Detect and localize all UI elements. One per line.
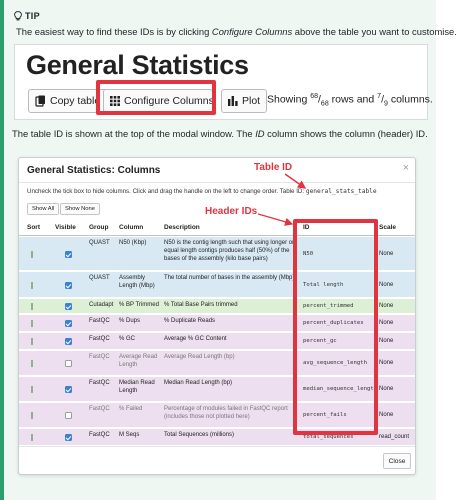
scale-cell: None [379,320,394,326]
column-name-cell: Assembly Length (Mbp) [119,275,155,289]
plot-button[interactable]: Plot [221,89,267,113]
drag-handle-icon[interactable] [31,320,33,327]
configure-columns-button[interactable]: Configure Columns [103,89,213,113]
copy-table-button[interactable]: Copy table [28,89,107,113]
visible-checkbox[interactable] [65,251,72,258]
header-id[interactable]: ID [303,224,310,231]
group-cell: FastQC [89,336,110,342]
description-cell: Average Read Length (bp) [164,354,235,360]
group-cell: FastQC [89,432,110,438]
column-name-cell: % Failed [119,406,143,412]
header-visible[interactable]: Visible [55,224,76,231]
group-cell: FastQC [89,380,110,386]
header-sort[interactable]: Sort [27,224,40,231]
group-cell: FastQC [89,406,110,412]
column-name-cell: % GC [119,336,136,342]
description-cell: Percentage of modules failed in FastQC report (includes those not plotted here) [164,406,288,420]
scale-cell: None [379,412,394,418]
description-cell: The total number of bases in the assembly (Mbp). [164,275,297,281]
header-ids-annotation: Header IDs [205,206,258,217]
tip-text: The easiest way to find these IDs is by clicking Configure Columns above the table you want to customise. [16,26,457,37]
description-cell: % Duplicate Reads [164,318,216,324]
modal-header-divider [19,182,415,183]
page-title: General Statistics [26,50,249,80]
scale-cell: None [379,282,394,288]
column-name-cell: Median Read Length [119,380,155,394]
show-none-button[interactable]: Show None [60,203,100,215]
visible-checkbox[interactable] [65,412,72,419]
id-cell: total_sequences [303,434,354,440]
drag-handle-icon[interactable] [31,338,33,345]
tip-label: TIP [25,11,40,21]
id-cell: percent_fails [303,412,347,418]
modal-footer-divider [19,446,415,447]
visible-checkbox[interactable] [65,360,72,367]
close-button[interactable]: Close [383,453,411,469]
drag-handle-icon[interactable] [31,386,33,393]
id-cell: avg_sequence_length [303,360,367,366]
column-name-cell: Average Read Length [119,354,158,368]
visible-checkbox[interactable] [65,434,72,441]
id-cell: Total length [303,282,344,288]
header-column[interactable]: Column [119,224,144,231]
tip-header [14,11,40,21]
visible-checkbox[interactable] [65,282,72,289]
column-name-cell: M Seqs [119,432,140,438]
group-cell: FastQC [89,318,110,324]
scale-cell: None [379,338,394,344]
modal-instructions: Uncheck the tick box to hide columns. Click and drag the handle on the left to change order. Table ID: general_stats_table [27,188,377,195]
description-cell: Median Read Length (bp) [164,380,233,386]
scale-cell: None [379,360,394,366]
status-text: Showing $^{68}/_{68}$ rows and $^7/_9$ columns. [267,93,433,108]
drag-handle-icon[interactable] [31,251,33,258]
id-cell: median_sequence_length [303,386,378,392]
visible-checkbox[interactable] [65,303,72,310]
drag-handle-icon[interactable] [31,282,33,289]
column-name-cell: N50 (Kbp) [119,240,147,246]
lightbulb-icon [14,11,22,21]
header-description[interactable]: Description [164,224,200,231]
header-scale[interactable]: Scale [379,224,396,231]
drag-handle-icon[interactable] [31,412,33,419]
description-cell: Total Sequences (millions) [164,432,235,438]
drag-handle-icon[interactable] [31,360,33,367]
column-name-cell: % BP Trimmed [119,302,159,308]
id-cell: percent_trimmed [303,303,354,309]
drag-handle-icon[interactable] [31,303,33,310]
general-stats-screenshot [14,44,433,120]
scale-cell: None [379,386,394,392]
id-cell: percent_duplicates [303,320,364,326]
scale-cell: None [379,303,394,309]
configure-columns-highlight [96,80,216,115]
bar-chart-icon [228,96,238,106]
column-name-cell: % Dups [119,318,141,324]
description-cell: % Total Base Pairs trimmed [164,302,238,308]
description-cell: Average % GC Content [164,336,227,342]
header-group[interactable]: Group [89,224,109,231]
id-cell: N50 [303,251,314,257]
visible-checkbox[interactable] [65,386,72,393]
table-id-value: general_stats_table [305,188,377,195]
scale-cell: None [379,251,394,257]
show-all-button[interactable]: Show All [27,203,59,215]
group-cell: QUAST [89,275,110,281]
id-cell: percent_gc [303,338,337,344]
group-cell: FastQC [89,354,110,360]
group-cell: Cutadapt [89,302,114,308]
modal-description: The table ID is shown at the top of the modal window. The ID column shows the column (header) ID. [12,128,428,139]
scale-cell: read_count [379,434,410,440]
visible-checkbox[interactable] [65,320,72,327]
drag-handle-icon[interactable] [31,434,33,441]
visible-checkbox[interactable] [65,338,72,345]
id-column-highlight [293,219,378,435]
close-icon[interactable]: × [402,162,409,174]
modal-title: General Statistics: Columns [27,165,161,176]
clipboard-icon [35,95,46,107]
group-cell: QUAST [89,240,110,246]
table-id-annotation: Table ID [254,162,293,173]
description-cell: N50 is the contig length such that using longer or equal length contigs produces half (50%) of the bases of the assembly (kilo base pairs) [164,240,295,262]
